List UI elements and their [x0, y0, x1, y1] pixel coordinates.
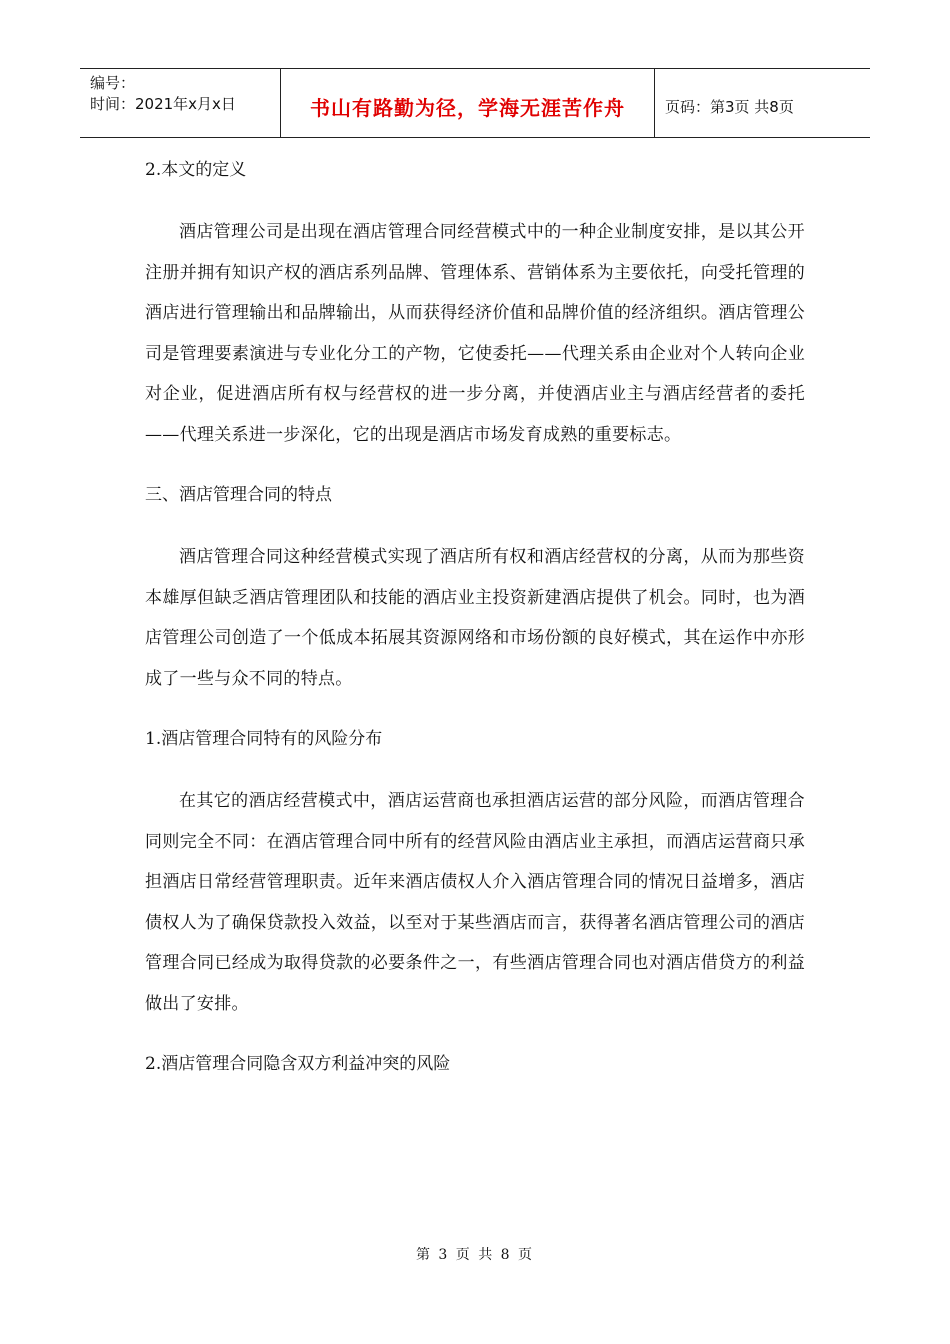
section-heading: 三、酒店管理合同的特点 [145, 485, 332, 505]
body-paragraph: 酒店管理公司是出现在酒店管理合同经营模式中的一种企业制度安排，是以其公开注册并拥有知识产权的酒店系列品牌、管理体系、营销体系为主要依托，向受托管理的酒店进行管理输出和品牌输出，从而获得经济价值和品牌价值的经济组织。酒店管理公司是管理要素演进与专业化分工的产物，它使委托——代理关系由企业对个人转向企业对企业，促进酒店所有权与经营权的进一步分离，并使酒店业主与酒店经营者的委托——代理关系进一步深化，它的出现是酒店市场发育成熟的重要标志。 [145, 222, 805, 445]
section-heading: 2.本文的定义 [145, 160, 247, 180]
page-footer: 第 3 页 共 8 页 [415, 1247, 535, 1263]
document-body [145, 150, 805, 1084]
document-number-label: 编号： [90, 74, 136, 92]
section-heading: 1.酒店管理合同特有的风险分布 [145, 729, 383, 749]
body-paragraph: 在其它的酒店经营模式中，酒店运营商也承担酒店运营的部分风险，而酒店管理合同则完全不同：在酒店管理合同中所有的经营风险由酒店业主承担，而酒店运营商只承担酒店日常经营管理职责。近年来酒店债权人介入酒店管理合同的情况日益增多，酒店债权人为了确保贷款投入效益，以至对于某些酒店而言，获得著名酒店管理公司的酒店管理合同已经成为取得贷款的必要条件之一，有些酒店管理合同也对酒店借贷方的利益做出了安排。 [145, 791, 805, 1014]
header-meta [80, 69, 281, 137]
header-page-info: 页码：第3页 共8页 [665, 97, 794, 116]
body-paragraph: 酒店管理合同这种经营模式实现了酒店所有权和酒店经营权的分离，从而为那些资本雄厚但缺乏酒店管理团队和技能的酒店业主投资新建酒店提供了机会。同时，也为酒店管理公司创造了一个低成本拓展其资源网络和市场份额的良好模式，其在运作中亦形成了一些与众不同的特点。 [145, 547, 805, 689]
document-time-label: 时间：2021年x月x日 [90, 95, 236, 113]
section-heading: 2.酒店管理合同隐含双方利益冲突的风险 [145, 1054, 451, 1074]
header-motto: 书山有路勤为径，学海无涯苦作舟 [281, 69, 655, 137]
page-header [80, 68, 870, 138]
